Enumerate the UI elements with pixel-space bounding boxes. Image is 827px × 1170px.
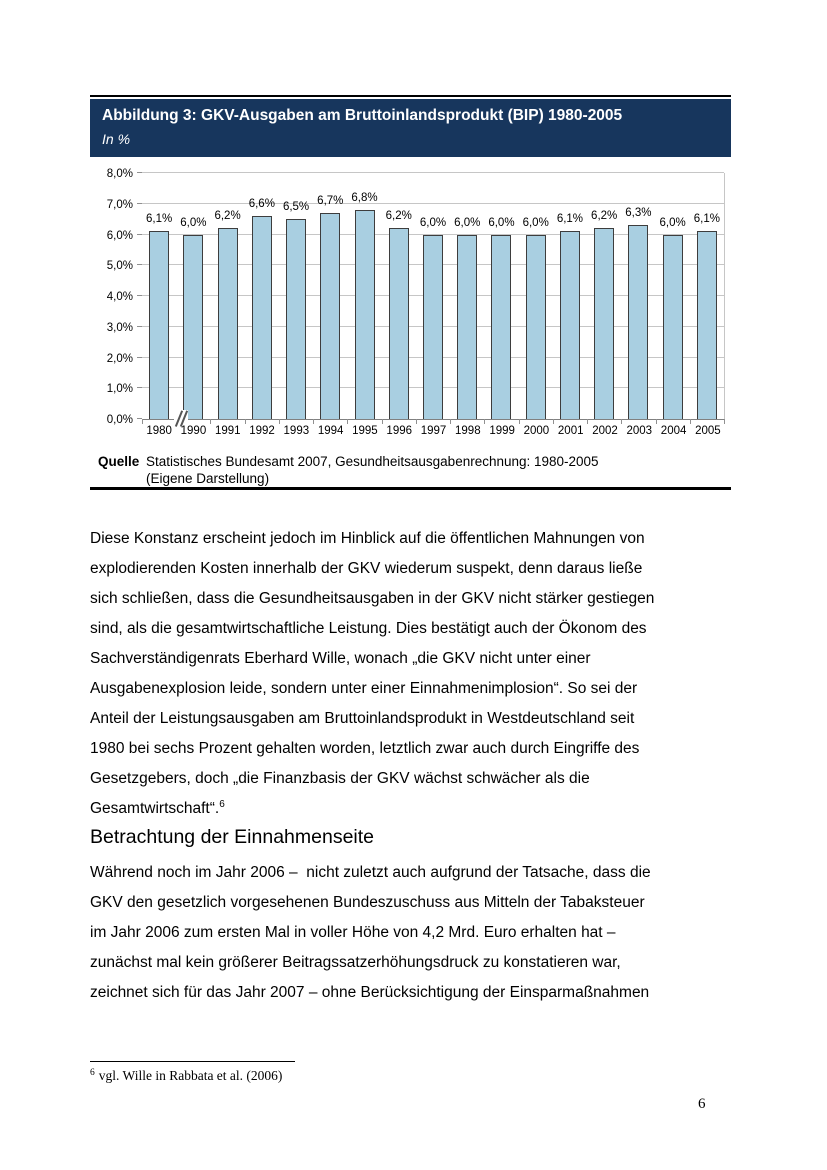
bar-cell: [210, 173, 244, 419]
bar-value-label: 6,6%: [248, 198, 275, 211]
source-text: [146, 453, 599, 487]
text-line: Gesetzgebers, doch „die Finanzbasis der GKV wächst schwächer als die: [90, 770, 590, 787]
text-line: sich schließen, dass die Gesundheitsausgaben in der GKV nicht stärker gestiegen: [90, 590, 655, 607]
x-axis-tick: [382, 419, 383, 424]
footnote-reference: 6: [219, 798, 225, 810]
text-line: [90, 794, 731, 824]
bar-1994: [320, 213, 340, 419]
plot-area: [106, 168, 725, 426]
bar-value-label: 6,0%: [454, 216, 481, 229]
bar-value-label: 6,0%: [488, 216, 515, 229]
figure-header: [90, 99, 731, 157]
x-axis-label: 1997: [420, 425, 447, 437]
bar-cell: [416, 173, 450, 419]
x-axis-tick: [142, 419, 143, 424]
y-axis-tick-label: 4,0%: [106, 291, 133, 303]
text-line: zeichnet sich für das Jahr 2007 – ohne Berücksichtigung der Einsparmaßnahmen: [90, 984, 650, 1001]
text-line: Anteil der Leistungsausgaben am Bruttoinlandsprodukt in Westdeutschland seit: [90, 710, 635, 727]
bar-1999: [491, 235, 511, 420]
x-axis-labels: [142, 425, 725, 437]
y-axis-tick-label: 0,0%: [106, 414, 133, 426]
x-axis-label: 2003: [626, 425, 653, 437]
bar-2003: [628, 225, 648, 419]
footnote-separator: [90, 1061, 295, 1062]
bar-value-label: 6,0%: [419, 216, 447, 229]
bar-cell: [656, 173, 690, 419]
bar-cell: [690, 173, 724, 419]
source-line1: Statistisches Bundesamt 2007, Gesundheitsausgabenrechnung: 1980-2005: [146, 454, 599, 469]
bar-value-label: 6,1%: [146, 213, 173, 226]
footnote: [90, 1067, 731, 1085]
x-axis-tick: [587, 419, 588, 424]
bar-cell: [621, 173, 655, 419]
paragraph-1-lines: [90, 524, 731, 794]
bar-value-label: 6,0%: [180, 216, 207, 229]
y-axis-tick-label: 8,0%: [106, 168, 133, 180]
x-axis-label: 1991: [214, 425, 241, 437]
y-axis-tick-label: 3,0%: [106, 321, 133, 334]
x-axis-label: 2004: [660, 425, 687, 437]
text-line: explodierenden Kosten innerhalb der GKV wiederum suspekt, denn daraus ließe: [90, 560, 643, 577]
bar-value-label: 6,2%: [385, 210, 412, 223]
bar-cell: [484, 173, 518, 419]
figure-abbildung-3: [90, 95, 731, 490]
bar-cell: [347, 173, 381, 419]
bar-chart: [90, 157, 731, 449]
bar-value-label: 6,2%: [214, 210, 241, 223]
x-axis-label: 2005: [695, 425, 721, 437]
text-line: GKV den gesetzlich vorgesehenen Bundeszuschuss aus Mitteln der Tabaksteuer: [90, 894, 645, 911]
bar-cell: [142, 173, 176, 419]
text-line: Diese Konstanz erscheint jedoch im Hinblick auf die öffentlichen Mahnungen von: [90, 530, 645, 547]
bar-1998: [457, 235, 477, 420]
y-axis-tick-label: 1,0%: [106, 383, 133, 396]
x-axis-label: 1995: [352, 425, 378, 437]
text-line: sind, als die gesamtwirtschaftliche Leistung. Dies bestätigt auch der Ökonom des: [90, 620, 647, 637]
x-axis-label: 1999: [489, 425, 515, 437]
text-line: im Jahr 2006 zum ersten Mal in voller Höhe von 4,2 Mrd. Euro erhalten hat –: [90, 924, 616, 941]
section-heading: Betrachtung der Einnahmenseite: [90, 826, 375, 848]
x-axis-label: 2001: [557, 425, 584, 437]
y-axis-tick-label: 5,0%: [106, 260, 133, 273]
bar-cell: [279, 173, 313, 419]
bar-1980: [149, 231, 169, 419]
x-axis-label: 1998: [455, 425, 481, 437]
bar-2002: [594, 228, 614, 419]
y-axis-tick-label: 7,0%: [106, 198, 133, 211]
bar-value-label: 6,7%: [317, 194, 344, 207]
x-axis-tick: [279, 419, 280, 424]
x-axis-tick: [724, 419, 725, 424]
text-line: 1980 bei sechs Prozent gehalten worden, letztlich zwar auch durch Eingriffe des: [90, 740, 640, 757]
bar-1993: [286, 219, 306, 419]
bar-value-label: 6,1%: [693, 213, 720, 226]
x-axis-tick: [347, 419, 348, 424]
bar-value-label: 6,5%: [282, 201, 310, 214]
bar-1995: [355, 210, 375, 419]
footnote-text: vgl. Wille in Rabbata et al. (2006): [98, 1068, 283, 1083]
x-axis-label: 2002: [592, 425, 618, 437]
bar-1997: [423, 235, 443, 420]
bar-cell: [587, 173, 621, 419]
source-label: Quelle: [98, 454, 140, 469]
x-axis-label: 1980: [146, 425, 172, 437]
x-axis-tick: [450, 419, 451, 424]
bar-1992: [252, 216, 272, 419]
y-axis-tick-label: 6,0%: [106, 229, 133, 242]
x-axis-tick: [656, 419, 657, 424]
bars-container: [142, 173, 724, 419]
bar-2000: [526, 235, 546, 420]
bar-cell: [382, 173, 416, 419]
x-axis-tick: [690, 419, 691, 424]
x-axis-tick: [416, 419, 417, 424]
bar-value-label: 6,3%: [625, 207, 652, 220]
bar-2004: [663, 235, 683, 420]
figure-source: [90, 449, 731, 487]
bar-2001: [560, 231, 580, 419]
bar-1991: [218, 228, 238, 419]
x-axis-label: 1994: [317, 425, 344, 437]
x-axis-label: 1993: [283, 425, 310, 437]
figure-subtitle: In %: [102, 131, 131, 147]
paragraph-2: [90, 858, 731, 1008]
x-axis-tick: [245, 419, 246, 424]
x-axis-label: 2000: [523, 425, 550, 437]
text-line: Sachverständigenrats Eberhard Wille, wonach „die GKV nicht unter einer: [90, 650, 591, 667]
x-axis-label: 1996: [386, 425, 413, 437]
text-line: Ausgabenexplosion leide, sondern unter einer Einnahmenimplosion“. So sei der: [90, 680, 638, 697]
text-line: Während noch im Jahr 2006 – nicht zuletzt auch aufgrund der Tatsache, dass die: [90, 864, 651, 881]
bar-value-label: 6,1%: [556, 213, 584, 226]
bar-cell: [313, 173, 347, 419]
page-number: 6: [698, 1096, 706, 1112]
bar-cell: [176, 173, 210, 419]
bar-2005: [697, 231, 717, 419]
bar-value-label: 6,0%: [659, 216, 686, 229]
paragraph-1-last-line: Gesamtwirtschaft“.: [90, 800, 220, 817]
bar-1996: [389, 228, 409, 419]
paragraph-1: [90, 524, 731, 824]
bar-1990: [183, 235, 203, 420]
text-line: zunächst mal kein größerer Beitragssatzerhöhungsdruck zu konstatieren war,: [90, 954, 621, 971]
bar-value-label: 6,8%: [351, 191, 378, 204]
y-axis-tick-label: 2,0%: [106, 352, 133, 365]
x-axis-tick: [210, 419, 211, 424]
bar-cell: [450, 173, 484, 419]
bar-value-label: 6,0%: [522, 216, 549, 229]
x-axis-tick: [553, 419, 554, 424]
bar-cell: [245, 173, 279, 419]
bar-cell: [553, 173, 587, 419]
page-content: [90, 95, 731, 1085]
source-line2: (Eigene Darstellung): [146, 471, 270, 486]
figure-title: Abbildung 3: GKV-Ausgaben am Bruttoinlandsprodukt (BIP) 1980-2005: [102, 107, 623, 124]
x-axis-label: 1992: [249, 425, 275, 437]
x-axis-tick: [621, 419, 622, 424]
x-axis-tick: [484, 419, 485, 424]
bar-value-label: 6,2%: [591, 210, 618, 223]
x-axis-label: 1990: [180, 425, 207, 437]
footnote-marker: 6: [90, 1067, 95, 1078]
x-axis-tick: [519, 419, 520, 424]
bar-cell: [519, 173, 553, 419]
x-axis-tick: [313, 419, 314, 424]
